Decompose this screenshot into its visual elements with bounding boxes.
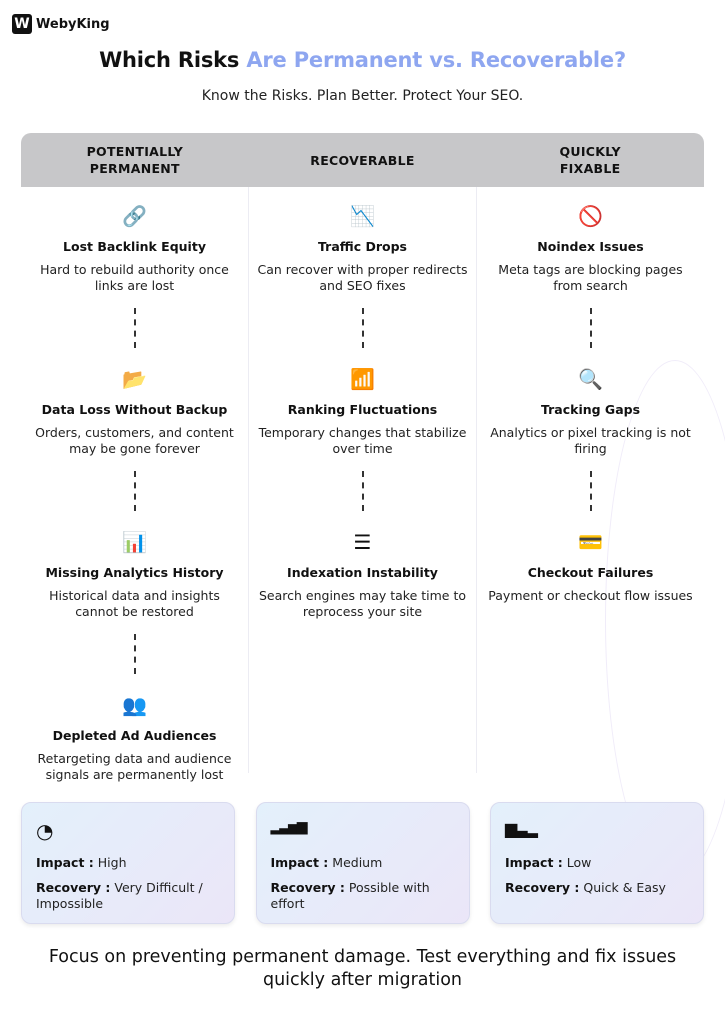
impact-line: Impact : Medium xyxy=(270,855,383,870)
risk-title: Noindex Issues xyxy=(537,239,644,254)
signal-bars-icon: ▂▃▅▆ xyxy=(270,819,306,835)
traffic-down-chart-icon: 📉 xyxy=(350,204,375,228)
column-recoverable xyxy=(249,187,477,773)
footer-note: Focus on preventing permanent damage. Test everything and fix issues quickly after migration xyxy=(48,947,677,990)
impact-line: Impact : Low xyxy=(505,855,592,870)
risk-item xyxy=(249,364,476,457)
dashed-connector xyxy=(590,471,592,511)
table-header xyxy=(21,133,704,187)
audience-icon: 👥 xyxy=(122,693,147,717)
risk-title: Indexation Instability xyxy=(287,565,438,580)
risk-item xyxy=(477,201,704,294)
column-permanent xyxy=(21,187,249,782)
risk-title: Depleted Ad Audiences xyxy=(52,728,217,743)
risk-description: Meta tags are blocking pages from search xyxy=(498,262,683,293)
impact-card-medium xyxy=(256,802,470,924)
dashed-connector xyxy=(362,471,364,511)
risk-item xyxy=(249,527,476,620)
index-list-icon: ☰ xyxy=(353,530,372,554)
impact-cards xyxy=(21,802,704,924)
dashed-connector xyxy=(134,308,136,348)
page-title xyxy=(0,48,725,72)
dashed-connector xyxy=(134,471,136,511)
payment-card-icon: 💳 xyxy=(578,530,603,554)
noindex-icon: 🚫 xyxy=(578,204,603,228)
risk-item xyxy=(21,201,248,294)
page-subtitle: Know the Risks. Plan Better. Protect Your SEO. xyxy=(201,88,524,104)
risk-description: Payment or checkout flow issues xyxy=(488,588,693,603)
risk-description: Historical data and insights cannot be restored xyxy=(49,588,220,619)
risk-description: Analytics or pixel tracking is not firing xyxy=(490,425,691,456)
impact-card-low xyxy=(490,802,704,924)
risk-title: Data Loss Without Backup xyxy=(41,402,228,417)
dashed-connector xyxy=(134,634,136,674)
bar-chart-down-icon: ▆▃▂ xyxy=(505,819,536,838)
risk-item xyxy=(477,527,704,604)
dashed-connector xyxy=(590,308,592,348)
impact-card-high xyxy=(21,802,235,924)
risk-table xyxy=(21,133,704,782)
risk-description: Retargeting data and audience signals are permanently lost xyxy=(37,751,232,782)
warning-folder-icon: 📂 xyxy=(122,367,147,391)
brand-mark: W xyxy=(12,14,32,34)
title-plain: Which Risks xyxy=(99,48,247,72)
speedometer-icon: ◔ xyxy=(36,819,54,843)
risk-description: Search engines may take time to reprocess your site xyxy=(258,588,467,619)
magnifier-icon: 🔍 xyxy=(578,367,603,391)
column-heading-fixable: QUICKLY FIXABLE xyxy=(559,144,621,176)
analytics-report-icon: 📊 xyxy=(122,530,147,554)
risk-title: Lost Backlink Equity xyxy=(63,239,206,254)
column-heading-recoverable: RECOVERABLE xyxy=(310,152,415,168)
risk-title: Checkout Failures xyxy=(527,565,654,580)
title-highlight: Are Permanent vs. Recoverable? xyxy=(246,48,626,72)
recovery-line: Recovery : Very Difficult / Impossible xyxy=(36,880,203,911)
risk-item xyxy=(249,201,476,294)
risk-item xyxy=(21,364,248,457)
risk-description: Can recover with proper redirects and SEO fixes xyxy=(257,262,468,293)
risk-item xyxy=(21,527,248,620)
risk-item xyxy=(21,690,248,783)
broken-link-icon: 🔗 xyxy=(122,204,147,228)
seo-ranking-icon: 📶 xyxy=(350,367,375,391)
brand-logo xyxy=(12,14,110,34)
risk-title: Traffic Drops xyxy=(318,239,407,254)
column-fixable xyxy=(477,187,704,773)
risk-description: Orders, customers, and content may be gone forever xyxy=(35,425,234,456)
risk-title: Missing Analytics History xyxy=(45,565,224,580)
risk-title: Tracking Gaps xyxy=(540,402,641,417)
risk-description: Hard to rebuild authority once links are lost xyxy=(40,262,229,293)
recovery-line: Recovery : Quick & Easy xyxy=(505,880,666,895)
risk-description: Temporary changes that stabilize over time xyxy=(258,425,467,456)
recovery-line: Recovery : Possible with effort xyxy=(270,880,430,911)
impact-line: Impact : High xyxy=(36,855,127,870)
risk-item xyxy=(477,364,704,457)
column-heading-permanent: POTENTIALLY PERMANENT xyxy=(86,144,184,176)
brand-name: WebyKing xyxy=(36,16,110,32)
risk-title: Ranking Fluctuations xyxy=(287,402,438,417)
dashed-connector xyxy=(362,308,364,348)
